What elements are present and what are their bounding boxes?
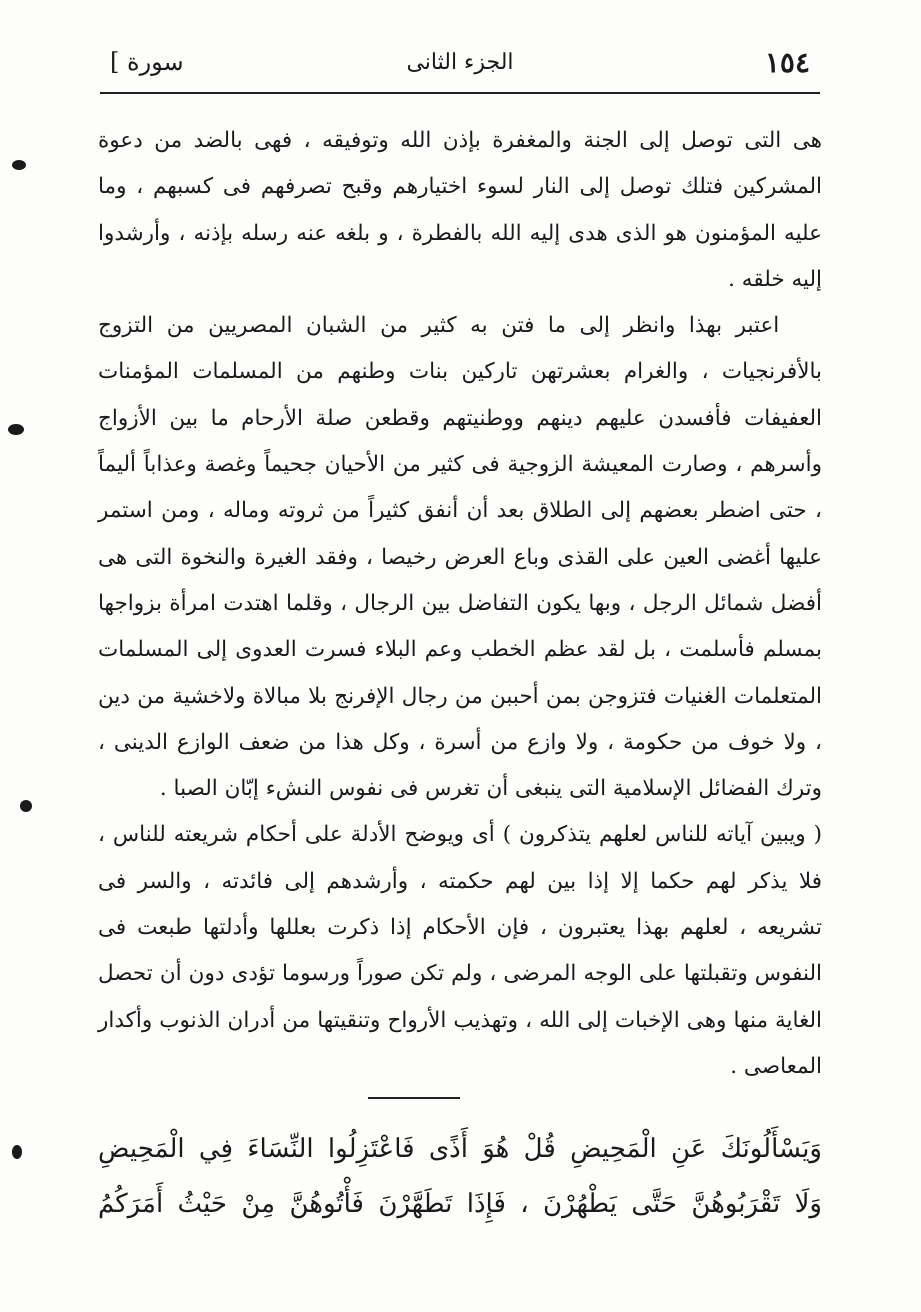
verse-line: وَيَسْأَلُونَكَ عَنِ الْمَحِيضِ قُلْ هُوَ أَذًى فَاعْتَزِلُوا النِّسَاءَ فِي الْمَحِيضِ	[98, 1134, 822, 1164]
text-line: اعتبر بهذا وانظر إلى ما فتن به كثير من الشبان المصريين من التزوج	[98, 313, 780, 339]
text-line: المعيشة الزوجية فى كثير من الأحيان جحيماً وغصة وعذاباً أليماً ، حتى اضطر بعضهم	[98, 452, 822, 524]
text-line: بالأفرنجيات ، والغرام بعشرتهن تاركين بنات وطنهم من المسلمات المؤمنات العفيفات	[98, 359, 822, 431]
text-line: فتلك توصل إلى النار لسوء اختيارهم وقبح تصرفهم فى كسبهم ، وما عليه المؤمنون	[98, 174, 822, 246]
quran-verse	[98, 1122, 822, 1232]
text-line: الذنوب وأكدار المعاصى .	[98, 1007, 822, 1079]
text-line: والسر فى تشريعه ، لعلهم بهذا يعتبرون ، فإن الأحكام إذا ذكرت بعللها وأدلتها	[98, 868, 822, 941]
text-line: شريعته للناس ، فلا يذكر لهم حكما إلا إذا بين لهم حكمته ، وأرشدهم إلى فائدته ،	[98, 822, 823, 894]
section-divider	[368, 1097, 460, 1099]
text-line: حكومة ، ولا وازع من أسرة ، وكل هذا من ضعف الوازع الدينى ، وترك الفضائل	[98, 729, 822, 802]
paragraph-3	[98, 812, 822, 1090]
binding-hole-mark	[8, 424, 24, 435]
part-title: الجزء الثانى	[406, 50, 514, 75]
text-line: فتزوجن بمن أحببن من رجال الإفرنج بلا مبالاة ولاخشية من دين ، ولا خوف من	[98, 683, 822, 755]
verse-line: وَلَا تَقْرَبُوهُنَّ حَتَّى يَطْهُرْنَ ، فَإِذَا تَطَهَّرْنَ فَأْتُوهُنَّ مِنْ حَيْثُ أَمَرَكُمُ	[98, 1189, 822, 1219]
text-line: هى التى توصل إلى الجنة والمغفرة بإذن الله وتوفيقه ، فهى بالضد من دعوة المشركين	[98, 128, 822, 200]
paragraph-2	[98, 303, 822, 812]
binding-hole-mark	[12, 1145, 22, 1159]
paragraph-1	[98, 118, 822, 303]
header-divider	[100, 92, 820, 94]
page-number: ١٥٤	[764, 46, 810, 79]
binding-hole-mark	[12, 160, 26, 170]
text-line: طبعت فى النفوس وتقبلتها على الوجه المرضى ، ولم تكن صوراً ورسوما تؤدى دون	[98, 915, 822, 987]
page-header	[100, 40, 820, 90]
text-line: إلى الطلاق بعد أن أنفق كثيراً من ثروته وماله ، ومن استمر عليها أغضى العين على	[98, 498, 822, 570]
text-line: الإسلامية التى ينبغى أن تغرس فى نفوس النشء إبّان الصبا .	[159, 776, 692, 802]
commentary-text	[98, 118, 822, 1090]
text-line: فأفسدن عليهم دينهم ووطنيتهم وقطعن صلة الأرحام ما بين الأزواج وأسرهم ، وصارت	[98, 405, 822, 478]
binding-hole-mark	[20, 800, 32, 812]
text-line: وبها يكون التفاضل بين الرجال ، وقلما اهتدت امرأة بزواجها بمسلم فأسلمت ،	[98, 590, 822, 663]
text-line: أن تحصل الغاية منها وهى الإخبات إلى الله ، وتهذيب الأرواح وتنقيتها من أدران	[98, 961, 822, 1033]
surah-label: سورة ]	[110, 48, 184, 76]
text-line: هو الذى هدى إليه الله بالفطرة ، و بلغه عنه رسله بإذنه ، وأرشدوا إليه خلقه .	[98, 220, 822, 292]
text-line: القذى وباع العرض رخيصا ، وفقد الغيرة والنخوة التى هى أفضل شمائل الرجل ،	[98, 544, 822, 616]
text-line: بل لقد عظم الخطب وعم البلاء فسرت العدوى إلى المسلمات المتعلمات الغنيات	[98, 637, 822, 709]
text-line: ( ويبين آياته للناس لعلهم يتذكرون ) أى ويوضح الأدلة على أحكام	[238, 822, 822, 848]
